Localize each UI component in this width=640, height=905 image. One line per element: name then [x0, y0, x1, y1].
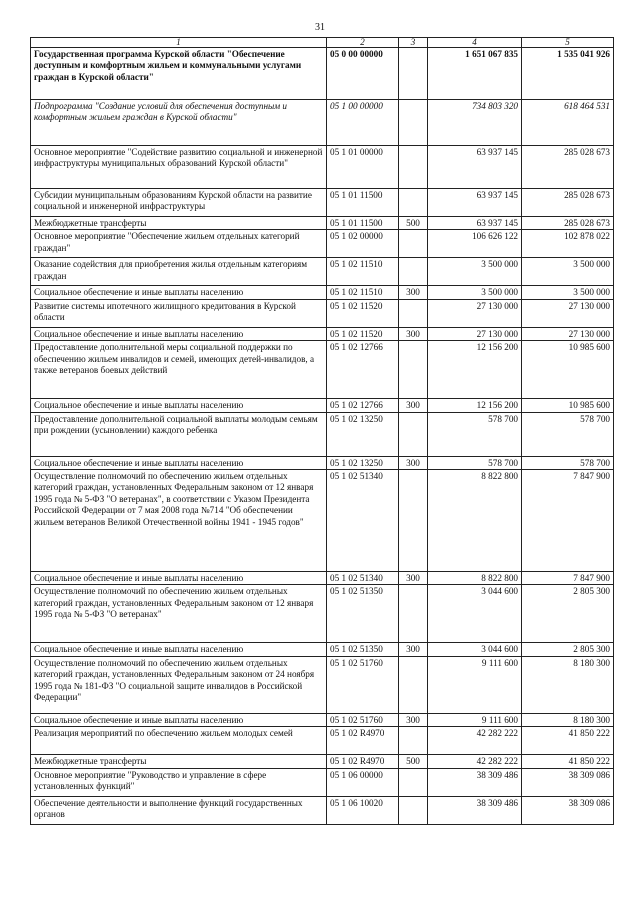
row-amount-year-2: 7 847 900 — [522, 572, 614, 585]
row-code: 05 1 06 10020 — [327, 796, 399, 824]
header-col-4: 4 — [428, 38, 522, 48]
row-name: Подпрограмма "Создание условий для обеспечения доступным и комфортным жильем граждан в Курской области" — [31, 100, 327, 146]
row-amount-year-1: 42 282 222 — [428, 727, 522, 755]
row-amount-year-1: 106 626 122 — [428, 230, 522, 258]
row-expense-type: 300 — [399, 572, 428, 585]
row-code: 05 1 02 51350 — [327, 585, 399, 643]
row-expense-type — [399, 585, 428, 643]
row-amount-year-2: 10 985 600 — [522, 341, 614, 399]
row-amount-year-2: 3 500 000 — [522, 286, 614, 299]
row-name: Оказание содействия для приобретения жилья отдельным категориям граждан — [31, 258, 327, 286]
row-name: Субсидии муниципальным образованиям Курской области на развитие социальной и инженерной инфраструктуры — [31, 189, 327, 217]
row-amount-year-1: 9 111 600 — [428, 713, 522, 726]
row-expense-type — [399, 341, 428, 399]
table-row — [31, 572, 614, 585]
row-code: 05 1 02 51350 — [327, 643, 399, 656]
row-amount-year-2: 1 535 041 926 — [522, 48, 614, 100]
row-amount-year-2: 102 878 022 — [522, 230, 614, 258]
table-body — [31, 48, 614, 825]
table-row — [31, 727, 614, 755]
row-expense-type: 500 — [399, 217, 428, 230]
row-amount-year-1: 3 044 600 — [428, 585, 522, 643]
table-row — [31, 643, 614, 656]
row-code: 05 1 02 51340 — [327, 572, 399, 585]
row-expense-type — [399, 146, 428, 189]
table-row — [31, 796, 614, 824]
row-name: Предоставление дополнительной социальной выплаты молодым семьям при рождении (усыновлении) каждого ребенка — [31, 412, 327, 456]
row-name: Реализация мероприятий по обеспечению жильем молодых семей — [31, 727, 327, 755]
row-code: 05 1 00 00000 — [327, 100, 399, 146]
row-expense-type — [399, 189, 428, 217]
row-amount-year-1: 578 700 — [428, 456, 522, 469]
header-col-5: 5 — [522, 38, 614, 48]
row-amount-year-2: 8 180 300 — [522, 656, 614, 713]
row-expense-type: 300 — [399, 643, 428, 656]
row-amount-year-1: 578 700 — [428, 412, 522, 456]
row-name: Осуществление полномочий по обеспечению жильем отдельных категорий граждан, установленных Федеральным законом от 24 ноября 1995 года № 181-ФЗ "О социальной защите инвалидов в Российской Федерации" — [31, 656, 327, 713]
row-amount-year-2: 3 500 000 — [522, 258, 614, 286]
row-expense-type — [399, 48, 428, 100]
row-amount-year-2: 41 850 222 — [522, 755, 614, 768]
row-name: Обеспечение деятельности и выполнение функций государственных органов — [31, 796, 327, 824]
row-code: 05 0 00 00000 — [327, 48, 399, 100]
table-row — [31, 713, 614, 726]
row-code: 05 1 02 11510 — [327, 286, 399, 299]
table-row — [31, 585, 614, 643]
row-amount-year-1: 27 130 000 — [428, 299, 522, 327]
row-amount-year-1: 42 282 222 — [428, 755, 522, 768]
row-amount-year-2: 285 028 673 — [522, 217, 614, 230]
row-name: Основное мероприятие "Обеспечение жильем отдельных категорий граждан" — [31, 230, 327, 258]
row-amount-year-1: 63 937 145 — [428, 146, 522, 189]
row-expense-type — [399, 258, 428, 286]
row-amount-year-2: 285 028 673 — [522, 146, 614, 189]
row-amount-year-1: 38 309 486 — [428, 768, 522, 796]
row-amount-year-1: 734 803 320 — [428, 100, 522, 146]
row-amount-year-2: 578 700 — [522, 456, 614, 469]
table-header — [31, 38, 614, 48]
row-code: 05 1 02 12766 — [327, 399, 399, 412]
table-row — [31, 656, 614, 713]
table-row — [31, 768, 614, 796]
row-amount-year-1: 12 156 200 — [428, 341, 522, 399]
row-amount-year-1: 8 822 800 — [428, 470, 522, 572]
row-amount-year-1: 3 500 000 — [428, 286, 522, 299]
row-expense-type — [399, 100, 428, 146]
header-col-1: 1 — [31, 38, 327, 48]
row-expense-type: 300 — [399, 456, 428, 469]
row-code: 05 1 01 11500 — [327, 189, 399, 217]
row-expense-type — [399, 470, 428, 572]
row-code: 05 1 02 51760 — [327, 713, 399, 726]
row-code: 05 1 01 00000 — [327, 146, 399, 189]
row-name: Социальное обеспечение и иные выплаты населению — [31, 713, 327, 726]
table-row — [31, 258, 614, 286]
row-amount-year-2: 2 805 300 — [522, 643, 614, 656]
row-name: Межбюджетные трансферты — [31, 217, 327, 230]
row-amount-year-2: 618 464 531 — [522, 100, 614, 146]
row-expense-type: 300 — [399, 399, 428, 412]
row-code: 05 1 02 13250 — [327, 412, 399, 456]
table-row — [31, 341, 614, 399]
row-expense-type — [399, 412, 428, 456]
row-name: Социальное обеспечение и иные выплаты населению — [31, 327, 327, 340]
table-row — [31, 48, 614, 100]
row-code: 05 1 06 00000 — [327, 768, 399, 796]
row-name: Социальное обеспечение и иные выплаты населению — [31, 643, 327, 656]
row-amount-year-1: 63 937 145 — [428, 217, 522, 230]
row-amount-year-2: 41 850 222 — [522, 727, 614, 755]
row-amount-year-2: 27 130 000 — [522, 299, 614, 327]
table-row — [31, 146, 614, 189]
row-amount-year-1: 27 130 000 — [428, 327, 522, 340]
table-row — [31, 189, 614, 217]
table-row — [31, 230, 614, 258]
row-expense-type — [399, 656, 428, 713]
row-amount-year-1: 3 500 000 — [428, 258, 522, 286]
header-row — [31, 38, 614, 48]
row-code: 05 1 02 51340 — [327, 470, 399, 572]
table-row — [31, 399, 614, 412]
table-row — [31, 412, 614, 456]
row-code: 05 1 02 13250 — [327, 456, 399, 469]
row-expense-type — [399, 230, 428, 258]
table-row — [31, 299, 614, 327]
row-amount-year-1: 63 937 145 — [428, 189, 522, 217]
row-expense-type: 300 — [399, 327, 428, 340]
row-amount-year-2: 10 985 600 — [522, 399, 614, 412]
row-amount-year-2: 27 130 000 — [522, 327, 614, 340]
row-name: Социальное обеспечение и иные выплаты населению — [31, 572, 327, 585]
page-number: 31 — [315, 22, 325, 33]
row-code: 05 1 02 R4970 — [327, 727, 399, 755]
row-amount-year-2: 7 847 900 — [522, 470, 614, 572]
row-amount-year-1: 9 111 600 — [428, 656, 522, 713]
row-expense-type: 500 — [399, 755, 428, 768]
row-name: Осуществление полномочий по обеспечению жильем отдельных категорий граждан, установленных Федеральным законом от 12 января 1995 года № 5-ФЗ "О ветеранах", в соответствии с Указом Президента Российской Федерации от 7 мая 2008 года №714 "Об обеспечении жильем ветеранов Великой Отечественной войны 1941 - 1945 годов" — [31, 470, 327, 572]
header-col-2: 2 — [327, 38, 399, 48]
row-name: Предоставление дополнительной меры социальной поддержки по обеспечению жильем инвалидов и семей, имеющих детей-инвалидов, а также ветеранов боевых действий — [31, 341, 327, 399]
row-amount-year-1: 8 822 800 — [428, 572, 522, 585]
row-name: Межбюджетные трансферты — [31, 755, 327, 768]
table-row — [31, 456, 614, 469]
row-amount-year-2: 38 309 086 — [522, 796, 614, 824]
row-name: Основное мероприятие "Руководство и управление в сфере установленных функций" — [31, 768, 327, 796]
budget-table — [30, 37, 614, 825]
row-name: Развитие системы ипотечного жилищного кредитования в Курской области — [31, 299, 327, 327]
row-name: Основное мероприятие "Содействие развитию социальной и инженерной инфраструктуры муниципальных образований Курской области" — [31, 146, 327, 189]
row-expense-type — [399, 727, 428, 755]
row-name: Социальное обеспечение и иные выплаты населению — [31, 456, 327, 469]
table-row — [31, 755, 614, 768]
row-amount-year-1: 38 309 486 — [428, 796, 522, 824]
row-amount-year-2: 578 700 — [522, 412, 614, 456]
row-expense-type: 300 — [399, 713, 428, 726]
row-amount-year-1: 12 156 200 — [428, 399, 522, 412]
row-amount-year-1: 1 651 067 835 — [428, 48, 522, 100]
row-code: 05 1 02 00000 — [327, 230, 399, 258]
row-code: 05 1 02 12766 — [327, 341, 399, 399]
row-name: Социальное обеспечение и иные выплаты населению — [31, 286, 327, 299]
row-code: 05 1 02 R4970 — [327, 755, 399, 768]
row-name: Осуществление полномочий по обеспечению жильем отдельных категорий граждан, установленных Федеральным законом от 12 января 1995 года № 5-ФЗ "О ветеранах" — [31, 585, 327, 643]
row-code: 05 1 02 11520 — [327, 299, 399, 327]
row-expense-type: 300 — [399, 286, 428, 299]
row-amount-year-1: 3 044 600 — [428, 643, 522, 656]
row-name: Социальное обеспечение и иные выплаты населению — [31, 399, 327, 412]
table-row — [31, 100, 614, 146]
table-row — [31, 470, 614, 572]
row-amount-year-2: 285 028 673 — [522, 189, 614, 217]
row-expense-type — [399, 768, 428, 796]
table-row — [31, 286, 614, 299]
row-amount-year-2: 38 309 086 — [522, 768, 614, 796]
row-expense-type — [399, 796, 428, 824]
row-amount-year-2: 8 180 300 — [522, 713, 614, 726]
row-code: 05 1 02 11510 — [327, 258, 399, 286]
row-code: 05 1 02 51760 — [327, 656, 399, 713]
header-col-3: 3 — [399, 38, 428, 48]
table-row — [31, 327, 614, 340]
row-name: Государственная программа Курской области "Обеспечение доступным и комфортным жильем и коммунальными услугами граждан в Курской области" — [31, 48, 327, 100]
row-expense-type — [399, 299, 428, 327]
row-amount-year-2: 2 805 300 — [522, 585, 614, 643]
row-code: 05 1 02 11520 — [327, 327, 399, 340]
row-code: 05 1 01 11500 — [327, 217, 399, 230]
table-row — [31, 217, 614, 230]
